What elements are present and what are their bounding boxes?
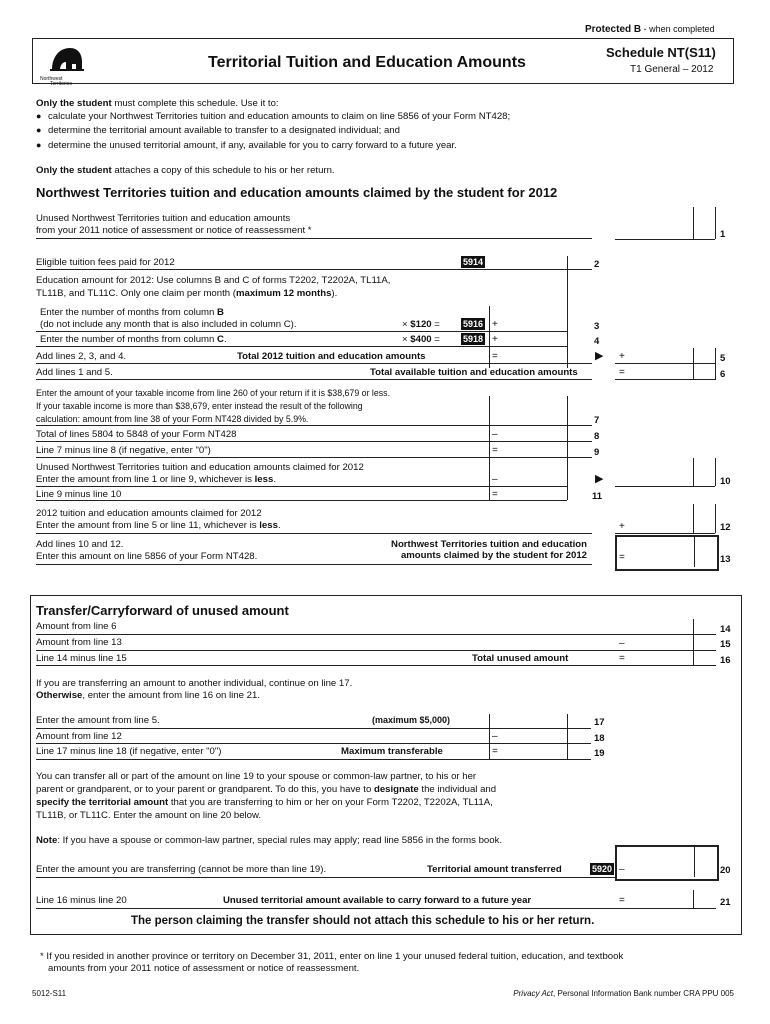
minus-sign: – [492, 474, 498, 485]
line5-label: Add lines 2, 3, and 4. [36, 351, 127, 362]
line-number: 10 [720, 476, 731, 487]
arrow-right-icon: ▶ [595, 350, 604, 362]
bullet-icon: ● [36, 111, 42, 121]
line2-field[interactable] [489, 256, 589, 269]
line12-label: Enter the amount from line 5 or line 11, whichever is less. [36, 520, 281, 531]
line-number: 4 [594, 336, 600, 347]
field-code: 5914 [463, 257, 484, 267]
line7-label: If your taxable income is more than $38,679, enter instead the result of the following [36, 401, 363, 411]
transfer-paragraph: TL11B, or TL11C. Enter the amount on line 20 below. [36, 810, 262, 821]
line16-total-label: Total unused amount [472, 653, 569, 664]
line13-label: Enter this amount on line 5856 of your Form NT428. [36, 551, 258, 562]
line4-rate: × $400 = [402, 334, 440, 345]
protected-label: Protected B - when completed [585, 24, 715, 35]
footnote: amounts from your 2011 notice of assessment or notice of reassessment. [48, 963, 360, 974]
line-number: 15 [720, 639, 731, 650]
line12-field[interactable] [615, 504, 715, 534]
line13-total-label: Northwest Territories tuition and education amounts claimed by the student for 2012 [391, 539, 587, 561]
bullet-icon: ● [36, 125, 42, 135]
equals-sign: = [492, 445, 498, 456]
polar-bear-icon [38, 42, 88, 72]
line10-label: Enter the amount from line 1 or line 9, whichever is less. [36, 474, 276, 485]
equals-sign: = [619, 653, 625, 664]
section2-heading: Transfer/Carryforward of unused amount [36, 603, 289, 618]
field-code: 5918 [463, 334, 484, 344]
field-code: 5920 [592, 864, 613, 874]
transfer-paragraph: specify the territorial amount that you are transferring to him or her on your Form T2202, T2202A, TL11A, [36, 797, 493, 808]
line7-label: Enter the amount of your taxable income from line 260 of your return if it is $38,679 or less. [36, 388, 391, 398]
line14-field[interactable] [615, 621, 715, 634]
intro-text: Only the student must complete this schedule. Use it to: [36, 98, 279, 109]
line-number: 18 [594, 733, 605, 744]
line11-label: Line 9 minus line 10 [36, 489, 122, 500]
line3-rate: × $120 = [402, 319, 440, 330]
intro-bullet: determine the territorial amount available to transfer to a designated individual; and [48, 125, 400, 136]
plus-sign: + [619, 521, 625, 532]
minus-sign: – [619, 864, 625, 875]
line19-total-label: Maximum transferable [341, 746, 443, 757]
line-number: 7 [594, 415, 600, 426]
transfer-paragraph: You can transfer all or part of the amount on line 19 to your spouse or common-law partner, to his or her [36, 771, 477, 782]
equals-sign: = [492, 489, 498, 500]
intro-bullet: calculate your Northwest Territories tuition and education amounts to claim on line 5856 of your Form NT428; [48, 111, 511, 122]
line21-total-label: Unused territorial amount available to carry forward to a future year [223, 895, 532, 906]
line10-field[interactable] [615, 458, 715, 487]
plus-sign: + [492, 334, 498, 345]
line20-label: Enter the amount you are transferring (cannot be more than line 19). [36, 864, 327, 875]
line12-label: 2012 tuition and education amounts claimed for 2012 [36, 508, 262, 519]
line-number: 11 [592, 491, 603, 502]
line3-label: (do not include any month that is also included in column C). [40, 319, 297, 330]
line19-label: Line 17 minus line 18 (if negative, enter "0") [36, 746, 222, 757]
line16-field[interactable] [615, 652, 715, 665]
line8-label: Total of lines 5804 to 5848 of your Form NT428 [36, 429, 237, 440]
line6-label: Add lines 1 and 5. [36, 367, 113, 378]
line21-label: Line 16 minus line 20 [36, 895, 127, 906]
footnote: * If you resided in another province or territory on December 31, 2011, enter on line 1 your unused federal tuition, education, and textbook [40, 951, 624, 962]
line-number: 12 [720, 522, 731, 533]
line10-label: Unused Northwest Territories tuition and education amounts claimed for 2012 [36, 462, 364, 473]
line-number: 6 [720, 369, 726, 380]
line7-field[interactable] [489, 396, 567, 425]
closing-statement: The person claiming the transfer should not attach this schedule to his or her return. [131, 915, 595, 927]
form-subtitle: T1 General – 2012 [630, 64, 714, 75]
line-number: 20 [720, 865, 731, 876]
line5-field[interactable] [615, 348, 715, 364]
line17-field[interactable] [489, 714, 567, 728]
line16-label: Line 14 minus line 15 [36, 653, 127, 664]
minus-sign: – [492, 429, 498, 440]
line-number: 21 [720, 897, 731, 908]
section1-heading: Northwest Territories tuition and education amounts claimed by the student for 2012 [36, 185, 558, 200]
line4-label: Enter the number of months from column C. [40, 334, 227, 345]
line-number: 1 [720, 229, 726, 240]
line6-field[interactable] [615, 364, 715, 380]
line4-field[interactable] [489, 333, 567, 346]
arrow-right-icon: ▶ [595, 473, 604, 485]
line-number: 19 [594, 748, 605, 759]
privacy-statement: Privacy Act, Personal Information Bank number CRA PPU 005 [513, 989, 734, 998]
plus-sign: + [619, 351, 625, 362]
equals-sign: = [619, 895, 625, 906]
logo-text: Northwest Territories [40, 76, 72, 87]
equals-sign: = [492, 746, 498, 757]
schedule-id: Schedule NT(S11) [606, 45, 716, 60]
line-number: 13 [720, 554, 731, 565]
line7-label: calculation: amount from line 38 of your Form NT428 divided by 5.9%. [36, 414, 309, 424]
line1-label: from your 2011 notice of assessment or notice of reassessment * [36, 225, 312, 236]
line18-field[interactable] [489, 730, 567, 743]
intro-bullet: determine the unused territorial amount, if any, available for you to carry forward to a future year. [48, 140, 457, 151]
line6-total-label: Total available tuition and education amounts [370, 367, 578, 378]
minus-sign: – [619, 638, 625, 649]
line21-field[interactable] [615, 892, 715, 908]
line1-field[interactable] [615, 207, 715, 240]
line-number: 8 [594, 431, 600, 442]
minus-sign: – [492, 731, 498, 742]
line3-label: Enter the number of months from column B [40, 307, 224, 318]
line17-label: Enter the amount from line 5. [36, 715, 160, 726]
line-number: 16 [720, 655, 731, 666]
line20-total-label: Territorial amount transferred [427, 864, 562, 875]
line17-max: (maximum $5,000) [372, 715, 451, 725]
bullet-icon: ● [36, 140, 42, 150]
line5-total-label: Total 2012 tuition and education amounts [237, 351, 426, 362]
equals-sign: = [619, 552, 625, 563]
field-code: 5916 [463, 319, 484, 329]
line13-field[interactable] [615, 535, 719, 571]
education-label: TL11B, and TL11C. Only one claim per month (maximum 12 months). [36, 288, 338, 299]
territory-logo [38, 42, 88, 87]
line15-label: Amount from line 13 [36, 637, 122, 648]
transfer-instruction: Otherwise, enter the amount from line 16 on line 21. [36, 690, 260, 701]
line-number: 9 [594, 447, 600, 458]
line14-label: Amount from line 6 [36, 621, 117, 632]
line1-label: Unused Northwest Territories tuition and education amounts [36, 213, 291, 224]
education-label: Education amount for 2012: Use columns B and C of forms T2202, T2202A, TL11A, [36, 275, 391, 286]
page-title: Territorial Tuition and Education Amounts [208, 54, 526, 71]
line9-label: Line 7 minus line 8 (if negative, enter "0") [36, 445, 211, 456]
line20-field[interactable] [615, 845, 719, 881]
line-number: 5 [720, 353, 726, 364]
line13-label: Add lines 10 and 12. [36, 539, 124, 550]
transfer-instruction: If you are transferring an amount to another individual, continue on line 17. [36, 678, 353, 689]
line18-label: Amount from line 12 [36, 731, 122, 742]
line-number: 17 [594, 717, 605, 728]
form-id: 5012-S11 [32, 989, 67, 998]
line3-field[interactable] [489, 306, 567, 331]
line-number: 2 [594, 259, 600, 270]
note-text: Note: If you have a spouse or common-law partner, special rules may apply; read line 5856 in the forms book. [36, 835, 503, 846]
plus-sign: + [492, 319, 498, 330]
transfer-paragraph: parent or grandparent, or to your parent or grandparent. To do this, you have to designate the individual and [36, 784, 497, 795]
line15-field[interactable] [615, 637, 715, 650]
attach-note: Only the student attaches a copy of this schedule to his or her return. [36, 165, 335, 176]
line-number: 14 [720, 624, 731, 635]
equals-sign: = [492, 351, 498, 362]
line-number: 3 [594, 321, 600, 332]
line2-label: Eligible tuition fees paid for 2012 [36, 257, 175, 268]
line19-field[interactable] [489, 745, 567, 759]
equals-sign: = [619, 367, 625, 378]
